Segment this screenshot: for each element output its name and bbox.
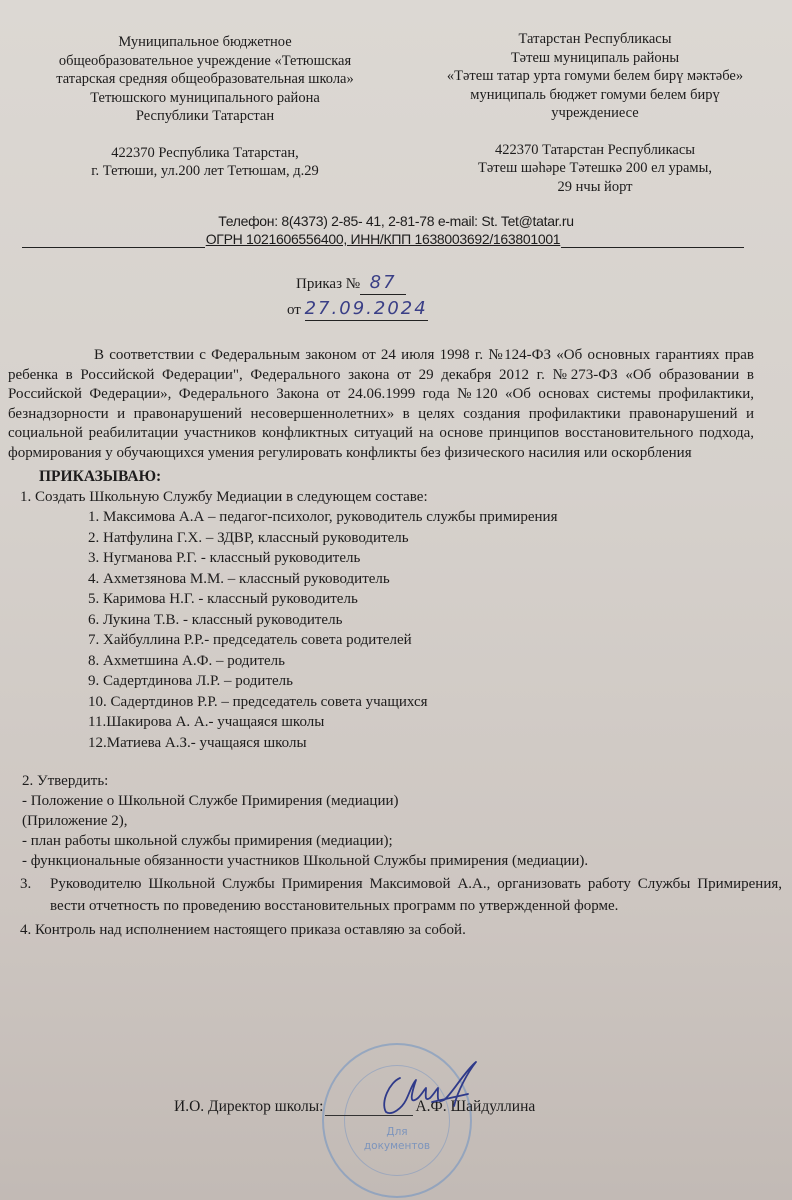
org-line: «Тәтеш татар урта гомуми белем бирү мәктәбе» — [446, 68, 744, 84]
member-item: 1. Максимова А.А – педагог-психолог, руководитель службы примирения — [88, 509, 558, 525]
order-number: 87 — [369, 272, 397, 293]
org-line: Муниципальное бюджетное — [118, 34, 292, 50]
item-3-text: Руководителю Школьной Службы Примирения Максимовой А.А., организовать работу Службы Примирения, вести отчетность по проведению восстановительных программ по утвержденной форме. — [50, 876, 782, 914]
org-line: Татарстан Республикасы — [518, 31, 672, 47]
header-left-russian — [30, 33, 380, 181]
item-2-heading: 2. Утвердить: — [22, 773, 109, 789]
decree-item-4: 4. Контроль над исполнением настоящего приказа оставляю за собой. — [20, 922, 466, 938]
address-line: Тәтеш шәһәре Тәтешкә 200 ел урамы, — [478, 160, 712, 176]
stamp-line: Для — [386, 1126, 408, 1138]
member-item: 3. Нугманова Р.Г. - классный руководитель — [88, 550, 361, 566]
member-item: 12.Матиева А.З.- учащаяся школы — [88, 734, 307, 751]
order-number-row — [0, 272, 792, 298]
address-line: 422370 Республика Татарстан, — [111, 144, 299, 161]
item-2-line: - план работы школьной службы примирения (медиации); — [22, 833, 393, 849]
order-date: 27.09.2024 — [304, 298, 428, 319]
member-item: 6. Лукина Т.В. - классный руководитель — [88, 611, 343, 628]
item-2-line: (Приложение 2), — [22, 813, 128, 829]
header-right-tatar — [410, 30, 780, 196]
registration-numbers: ОГРН 1021606556400, ИНН/КПП 1638003692/163801001 — [205, 231, 561, 247]
decree-item-1: 1. Создать Школьную Службу Медиации в следующем составе: — [20, 489, 428, 505]
address-line: 422370 Татарстан Республикасы — [494, 141, 696, 158]
address-line: 29 нчы йорт — [557, 178, 633, 195]
stamp-text — [324, 1125, 470, 1153]
member-item: 8. Ахметшина А.Ф. – родитель — [88, 652, 285, 669]
handwritten-signature — [372, 1058, 482, 1118]
item-3-number: 3. — [20, 876, 32, 892]
order-date-label: от — [287, 302, 301, 318]
org-line: Тетюшского муниципального района — [90, 89, 320, 106]
order-title-label: Приказ № — [296, 276, 361, 292]
member-item: 2. Натфулина Г.Х. – ЗДВР, классный руководитель — [88, 529, 409, 546]
signatory-name: А.Ф. Шайдуллина — [415, 1098, 536, 1115]
org-line: учреждениесе — [551, 105, 639, 121]
decree-item-2 — [22, 771, 792, 871]
org-line: муниципаль бюджет гомуми белем бирү — [470, 86, 720, 103]
member-item: 7. Хайбуллина Р.Р.- председатель совета родителей — [88, 632, 412, 648]
member-item: 11.Шакирова А. А.- учащаяся школы — [88, 714, 325, 730]
org-line: Тәтеш муниципаль районы — [510, 49, 680, 66]
address-line: г. Тетюши, ул.200 лет Тетюшам, д.29 — [91, 163, 319, 179]
intro-paragraph — [8, 346, 754, 463]
decree-item-3 — [20, 873, 782, 917]
order-date-row — [0, 298, 792, 324]
registration-rule — [22, 230, 744, 248]
item-2-line: - Положение о Школьной Службе Примирения (медиации) — [22, 793, 399, 809]
member-item: 9. Садертдинова Л.Р. – родитель — [88, 673, 293, 689]
item-2-line: - функциональные обязанности участников Школьной Службы примирения (медиации). — [22, 853, 589, 869]
contacts-line: Телефон: 8(4373) 2-85- 41, 2-81-78 e-mail: St. Tet@tatar.ru — [218, 213, 574, 229]
document-body — [0, 272, 792, 941]
member-item: 5. Каримова Н.Г. - классный руководитель — [88, 591, 358, 607]
member-item: 4. Ахметзянова М.М. – классный руководитель — [88, 570, 390, 587]
org-line: Республики Татарстан — [135, 108, 275, 124]
org-line: татарская средняя общеобразовательная школа» — [56, 71, 354, 87]
org-line: общеобразовательное учреждение «Тетюшская — [58, 52, 352, 69]
signatory-position: И.О. Директор школы: — [174, 1098, 324, 1115]
divider — [22, 234, 205, 248]
mediation-service-members — [88, 507, 792, 753]
divider — [561, 234, 744, 248]
decree-heading: ПРИКАЗЫВАЮ: — [39, 468, 162, 485]
member-item: 10. Садертдинов Р.Р. – председатель совета учащихся — [88, 693, 428, 710]
stamp-line: документов — [363, 1140, 431, 1152]
intro-text: В соответствии с Федеральным законом от 24 июля 1998 г. №124-ФЗ «Об основных гарантиях прав ребенка в Российской Федерации", Федерального закона от 29 декабря 2012 г. №273-ФЗ «Об образовании в Российской Федерации», Федерального Закона от 24.06.1999 года №120 «Об основах системы профилактики, безнадзорности и правонарушений несовершеннолетних» в целях создания профилактики правонарушений и социальной реабилитации участников конфликтных ситуаций на основе принципов восстановительного подхода, формирования у обучающихся умения регулировать конфликты без физического насилия или оскорбления — [8, 347, 754, 461]
